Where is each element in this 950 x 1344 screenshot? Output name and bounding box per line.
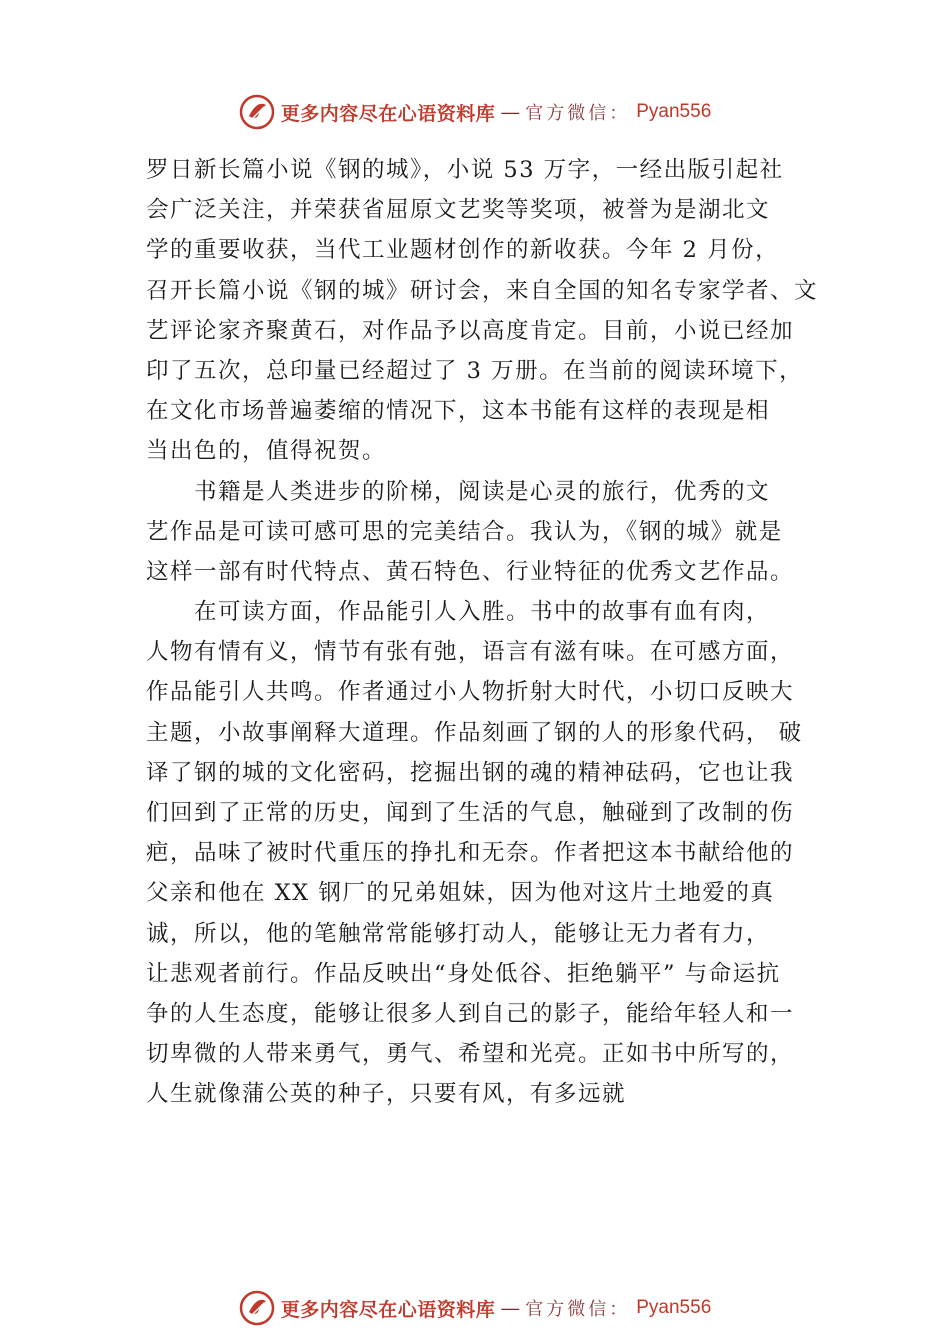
brand-logo-icon [239,94,275,130]
text-line: 译了钢的城的文化密码，挖掘出钢的魂的精神砝码，它也让我 [146,759,795,786]
footer-brand-text: 更多内容尽在心语资料库 [280,1298,496,1321]
text-line: 们回到了正常的历史，闻到了生活的气息，触碰到了改制的伤 [146,800,795,826]
text-line: 在文化市场普遍萎缩的情况下，这本书能有这样的表现是相 [146,398,771,425]
text-line: 书籍是人类进步的阶梯，阅读是心灵的旅行，优秀的文 [194,478,771,505]
text-line: 艺评论家齐聚黄石，对作品予以高度肯定。目前，小说已经加 [146,317,795,344]
header-separator: — [501,101,520,122]
paragraph-3 [146,592,814,1114]
text-line: 人物有情有义，情节有张有弛，语言有滋有味。在可感方面， [146,639,795,666]
footer-banner [0,1288,950,1328]
text-line: 作品能引人共鸣。作者通过小人物折射大时代，小切口反映大 [146,679,795,706]
text-line: 疤，品味了被时代重压的挣扎和无奈。作者把这本书献给他的 [146,840,795,867]
text-line: 在可读方面，作品能引人入胜。书中的故事有血有肉， [194,599,771,626]
footer-separator: — [501,1297,520,1318]
paragraph-2 [146,472,814,593]
text-line: 当出色的，值得祝贺。 [146,438,387,465]
text-line: 主题，小故事阐释大道理。作品刻画了钢的人的形象代码， 破 [146,719,803,746]
header-banner [0,92,950,132]
text-line: 艺作品是可读可感可思的完美结合。我认为，《钢的城》就是 [146,518,783,545]
text-line: 父亲和他在 XX 钢厂的兄弟姐妹，因为他对这片土地爱的真 [146,880,775,907]
text-line: 学的重要收获，当代工业题材创作的新收获。今年 2 月份， [146,237,780,264]
paragraph-1 [146,150,819,472]
header-wechat-label: 官方微信： [525,103,631,124]
footer-wechat-label: 官方微信： [525,1299,631,1320]
footer-wechat-id: Pyan556 [636,1297,712,1318]
document-body [146,150,819,1115]
header-brand-text: 更多内容尽在心语资料库 [280,102,496,125]
text-line: 诚，所以，他的笔触常常能够打动人，能够让无力者有力， [146,920,771,947]
text-line: 这样一部有时代特点、黄石特色、行业特征的优秀文艺作品。 [146,558,795,585]
text-line: 罗日新长篇小说《钢的城》，小说 53 万字，一经出版引起社 [146,157,784,183]
text-line: 让悲观者前行。作品反映出“身处低谷、拒绝躺平” 与命运抗 [146,960,781,987]
text-line: 印了五次，总印量已经超过了 3 万册。在当前的阅读环境下， [146,357,804,384]
text-line: 召开长篇小说《钢的城》研讨会，来自全国的知名专家学者、文 [146,277,819,304]
text-line: 切卑微的人带来勇气，勇气、希望和光亮。正如书中所写的， [146,1041,795,1068]
brand-logo-icon [239,1290,275,1326]
text-line: 会广泛关注，并荣获省屈原文艺奖等奖项，被誉为是湖北文 [146,197,771,224]
text-line: 人生就像蒲公英的种子，只要有风，有多远就 [146,1081,627,1108]
text-line: 争的人生态度，能够让很多人到自己的影子，能给年轻人和一 [146,1000,795,1027]
header-wechat-id: Pyan556 [636,101,712,122]
